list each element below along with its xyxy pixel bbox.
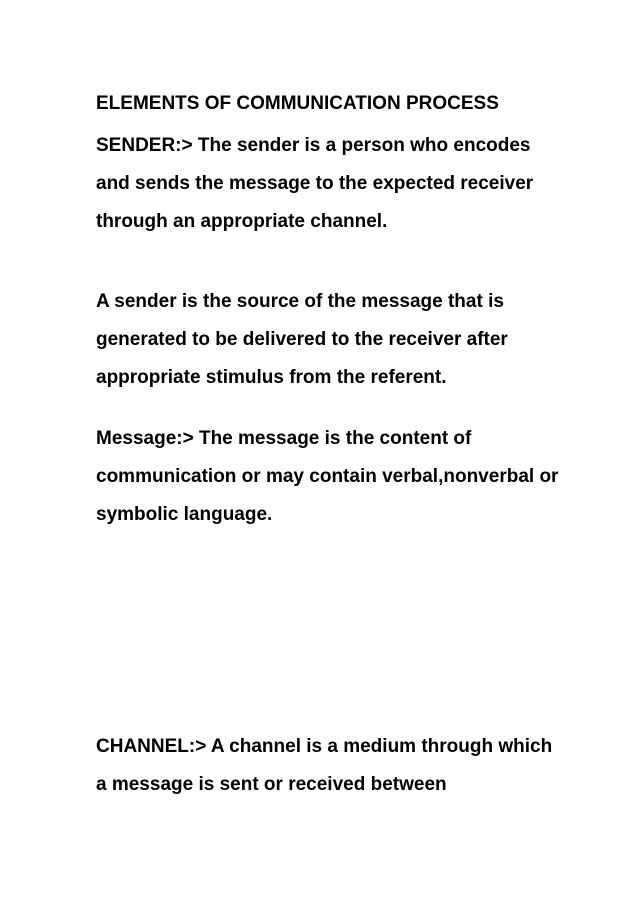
message-definition-paragraph: Message:> The message is the content of communication or may contain verbal,nonverbal or symbolic language. [96,428,559,525]
document-title: ELEMENTS OF COMMUNICATION PROCESS [96,93,499,114]
sender-definition-paragraph: SENDER:> The sender is a person who encodes and sends the message to the expected receiver through an appropriate channel. [96,135,534,232]
channel-definition-paragraph: CHANNEL:> A channel is a medium through which a message is sent or received between [96,736,553,795]
sender-source-paragraph: A sender is the source of the message that is generated to be delivered to the receiver after appropriate stimulus from the referent. [96,291,508,388]
